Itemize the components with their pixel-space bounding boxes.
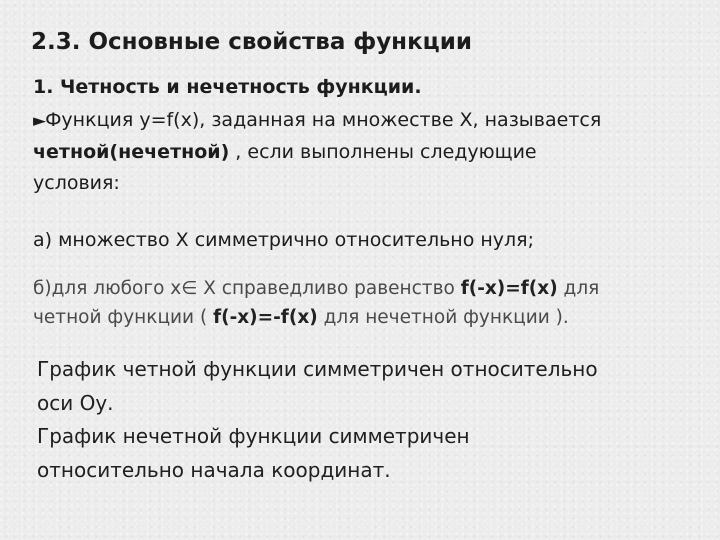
graph-note-line-3: График нечетной функции симметричен (37, 424, 470, 448)
condition-b-text-3: четной функции ( (33, 307, 214, 328)
condition-a: а) множество X симметрично относительно нуля; (33, 229, 535, 251)
condition-b-line-1 (33, 274, 599, 303)
definition-term: четной(нечетной) (33, 141, 230, 163)
slide-title: 2.3. Основные свойства функции (31, 29, 472, 55)
definition-line-1 (33, 105, 703, 137)
condition-b (33, 274, 599, 332)
definition-paragraph (33, 105, 703, 199)
section-heading: 1. Четность и нечетность функции. (33, 76, 422, 98)
definition-text-2: , если выполнены следующие (229, 141, 537, 163)
odd-formula: f(-x)=-f(x) (213, 307, 318, 328)
graph-note-line-1: График четной функции симметричен относительно (37, 357, 598, 381)
condition-b-text-2: для (557, 278, 600, 299)
graph-note-line-4: относительно начала координат. (37, 457, 391, 482)
bullet-arrow-icon: ► (33, 111, 46, 131)
condition-b-text-4: для нечетной функции ). (317, 307, 569, 328)
graph-note-line-2: оси Оу. (37, 390, 114, 415)
even-formula: f(-x)=f(x) (460, 278, 558, 299)
definition-line-2 (33, 137, 703, 168)
condition-b-line-2 (33, 303, 599, 332)
definition-text-3: условия: (33, 172, 120, 194)
condition-b-text-1: б)для любого x∈ X справедливо равенство (33, 278, 461, 299)
graph-symmetry-notes (37, 353, 697, 487)
definition-text-1: Функция y=f(x), заданная на множестве X, называется (45, 109, 602, 131)
